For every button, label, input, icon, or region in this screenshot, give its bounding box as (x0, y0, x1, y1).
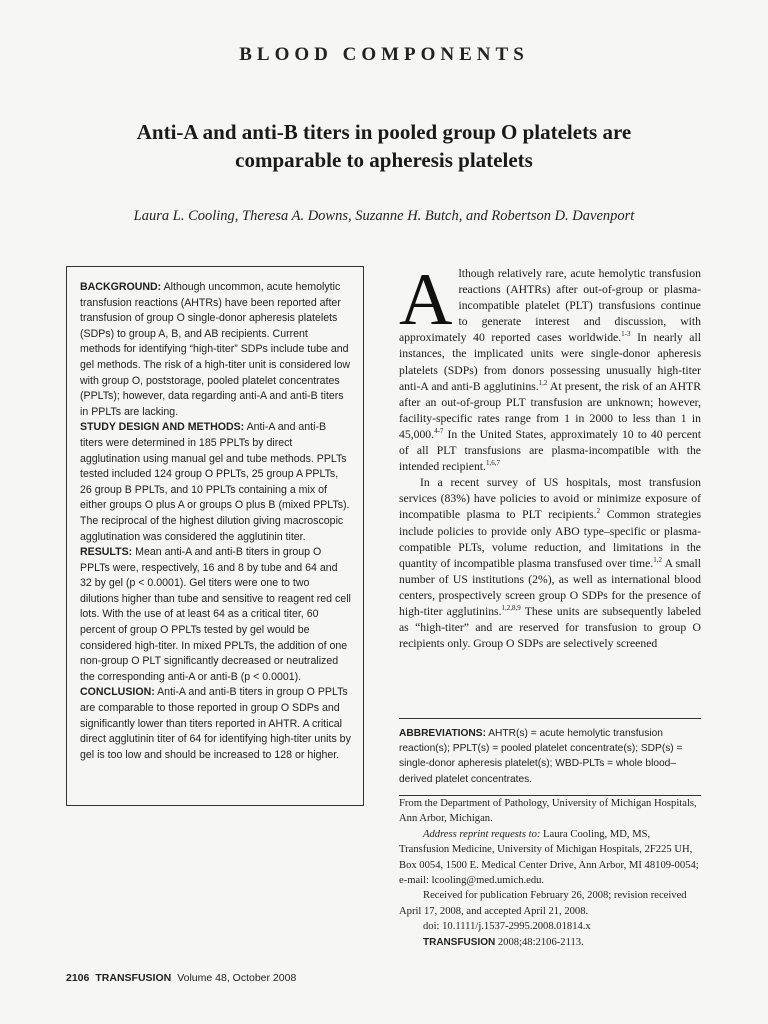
title-line-1: Anti-A and anti-B titers in pooled group O platelets are (136, 120, 632, 144)
body-paragraph-2 (399, 475, 701, 652)
p2-text-d: These units are subsequently labeled as “high-titer” and are reserved for transfusion to group O recipients only. Group O SDPs are selectively screened (399, 604, 701, 651)
results-text: Mean anti-A and anti-B titers in group O PPLTs were, respectively, 16 and 8 by tube and 64 and 32 by gel (p < 0.0001). Gel titers were one to two dilutions higher than tube and sensitive to reagent red cell lots. With the use of at least 64 as a critical titer, 60 percent of group O PPLTs tested by gel would be considered high-titer. In mixed PPLTs, the addition of one non-group O PLT significantly decreased or neutralized the corresponding anti-A or anti-B (p < 0.0001). (80, 546, 351, 683)
abstract-results (80, 545, 351, 685)
citation-ref: 4-7 (434, 427, 444, 436)
p2-text-c: A small number of US institutions (2%), as well as international blood centers, prospectively screen group O SDPs for the presence of high-titer agglutinins. (399, 556, 701, 618)
body-text (399, 259, 701, 652)
drop-cap: A (399, 259, 453, 341)
article-title (90, 118, 678, 174)
results-label: RESULTS: (80, 546, 133, 559)
citation-text: 2008;48:2106-2113. (495, 936, 584, 948)
background-text: Although uncommon, acute hemolytic transfusion reactions (AHTRs) have been reported after transfusion of group O single-donor apheresis platelets (SDPs) to group A, B, and AB recipients. Current methods for identifying “high-titer” SDPs include tube and gel methods. The risk of a high-titer unit is considered low with group O, poststorage, pooled platelet concentrates (PPLTs); however, data regarding anti-A and anti-B titers in PPLTs are lacking. (80, 281, 351, 418)
p1-text-c: At present, the risk of an AHTR after an out-of-group PLT transfusion are unknown; however, facility-specific rates range from 1 in 2000 to less than 1 in 45,000. (399, 379, 701, 441)
author-list: Laura L. Cooling, Theresa A. Downs, Suzanne H. Butch, and Robertson D. Davenport (133, 208, 635, 224)
journal-name: TRANSFUSION (423, 936, 496, 948)
reprint-text: Laura Cooling, MD, MS, Transfusion Medicine, University of Michigan Hospitals, 2F225 UH, Box 0054, 1500 E. Medical Center Drive, Ann Arbor, MI 48109-0054; e-mail: lcooling@med.umich.edu. (399, 828, 699, 887)
citation-ref: 1,2,8,9 (501, 604, 521, 613)
reprint-request (399, 827, 701, 889)
p2-text-a: In a recent survey of US hospitals, most transfusion services (83%) have policies to avoid or minimize exposure of incompatible plasma to PLT recipients. (399, 476, 701, 522)
body-paragraph-1 (399, 259, 701, 475)
p1-text-a: lthough relatively rare, acute hemolytic transfusion reactions (AHTRs) after out-of-group or plasma-incompatible platelet (PLT) transfusions continue to generate interest and discussion, with approximately 40 reported cases worldwide. (399, 267, 701, 345)
abstract-background (80, 280, 351, 420)
citation-ref: 1-3 (621, 330, 631, 339)
citation-ref: 2 (596, 507, 601, 516)
conclusion-text: Anti-A and anti-B titers in group O PPLTs are comparable to those reported in group O SDPs and significantly lower than titers reported in AHTR. A critical direct agglutinin titer of 64 for identifying high-titer units by gel is too low and should be increased to 128 or higher. (80, 686, 351, 761)
abbreviations-box (399, 718, 701, 796)
abbreviations-label: ABBREVIATIONS: (399, 728, 486, 739)
doi: doi: 10.1111/j.1537-2995.2008.01814.x (423, 921, 591, 933)
title-line-2: comparable to apheresis platelets (235, 148, 533, 172)
methods-text: Anti-A and anti-B titers were determined in 185 PPLTs by direct agglutination using manual gel and tube methods. PPLTs tested included 124 group O PPLTs, 25 group A PPLTs, 26 group B PPLTs, and 10 PPLTs containing a mix of either groups O plus A or groups O plus B (mixed PPLTs). The reciprocal of the highest dilution giving macroscopic agglutination was considered the agglutinin titer. (80, 421, 350, 543)
affiliation: From the Department of Pathology, University of Michigan Hospitals, Ann Arbor, Michigan. (399, 798, 697, 825)
citation-ref: 1,2 (538, 378, 548, 387)
section-heading: BLOOD COMPONENTS (239, 44, 529, 65)
p1-text-b: In nearly all instances, the implicated units were single-donor apheresis platelets (SDPs) from donors possessing unusually high-titer anti-A and anti-B agglutinins. (399, 331, 701, 393)
reprint-label: Address reprint requests to: (423, 828, 541, 840)
citation-ref: 1,2 (653, 555, 662, 564)
received-dates: Received for publication February 26, 2008; revision received April 17, 2008, and accepted April 21, 2008. (399, 890, 687, 917)
page-number: 2106 (66, 972, 90, 984)
journal-citation (399, 935, 701, 950)
abstract-methods (80, 420, 351, 545)
p2-text-b: Common strategies include policies to provide only ABO type–specific or plasma-compatible PLTs, volume reduction, and limitations in the quantity of incompatible plasma transfused over time. (399, 508, 701, 570)
article-footnote (399, 796, 701, 950)
page-footer (66, 972, 296, 984)
conclusion-label: CONCLUSION: (80, 686, 155, 699)
background-label: BACKGROUND: (80, 281, 162, 293)
abbreviations-text: AHTR(s) = acute hemolytic transfusion reaction(s); PPLT(s) = pooled platelet concentrate(s); SDP(s) = single-donor apheresis platelet(s); WBD-PLTs = whole blood–derived platelet concentrates. (399, 728, 683, 785)
footer-journal: TRANSFUSION (95, 972, 172, 984)
methods-label: STUDY DESIGN AND METHODS: (80, 421, 245, 434)
p1-text-d: In the United States, approximately 10 to 40 percent of all PLT transfusions are plasma-incompatible with the intended recipient. (399, 427, 701, 474)
abstract-box (66, 266, 364, 806)
footer-volume: Volume 48, October 2008 (177, 972, 297, 984)
citation-ref: 1,6,7 (485, 459, 500, 468)
abstract-conclusion (80, 685, 351, 763)
